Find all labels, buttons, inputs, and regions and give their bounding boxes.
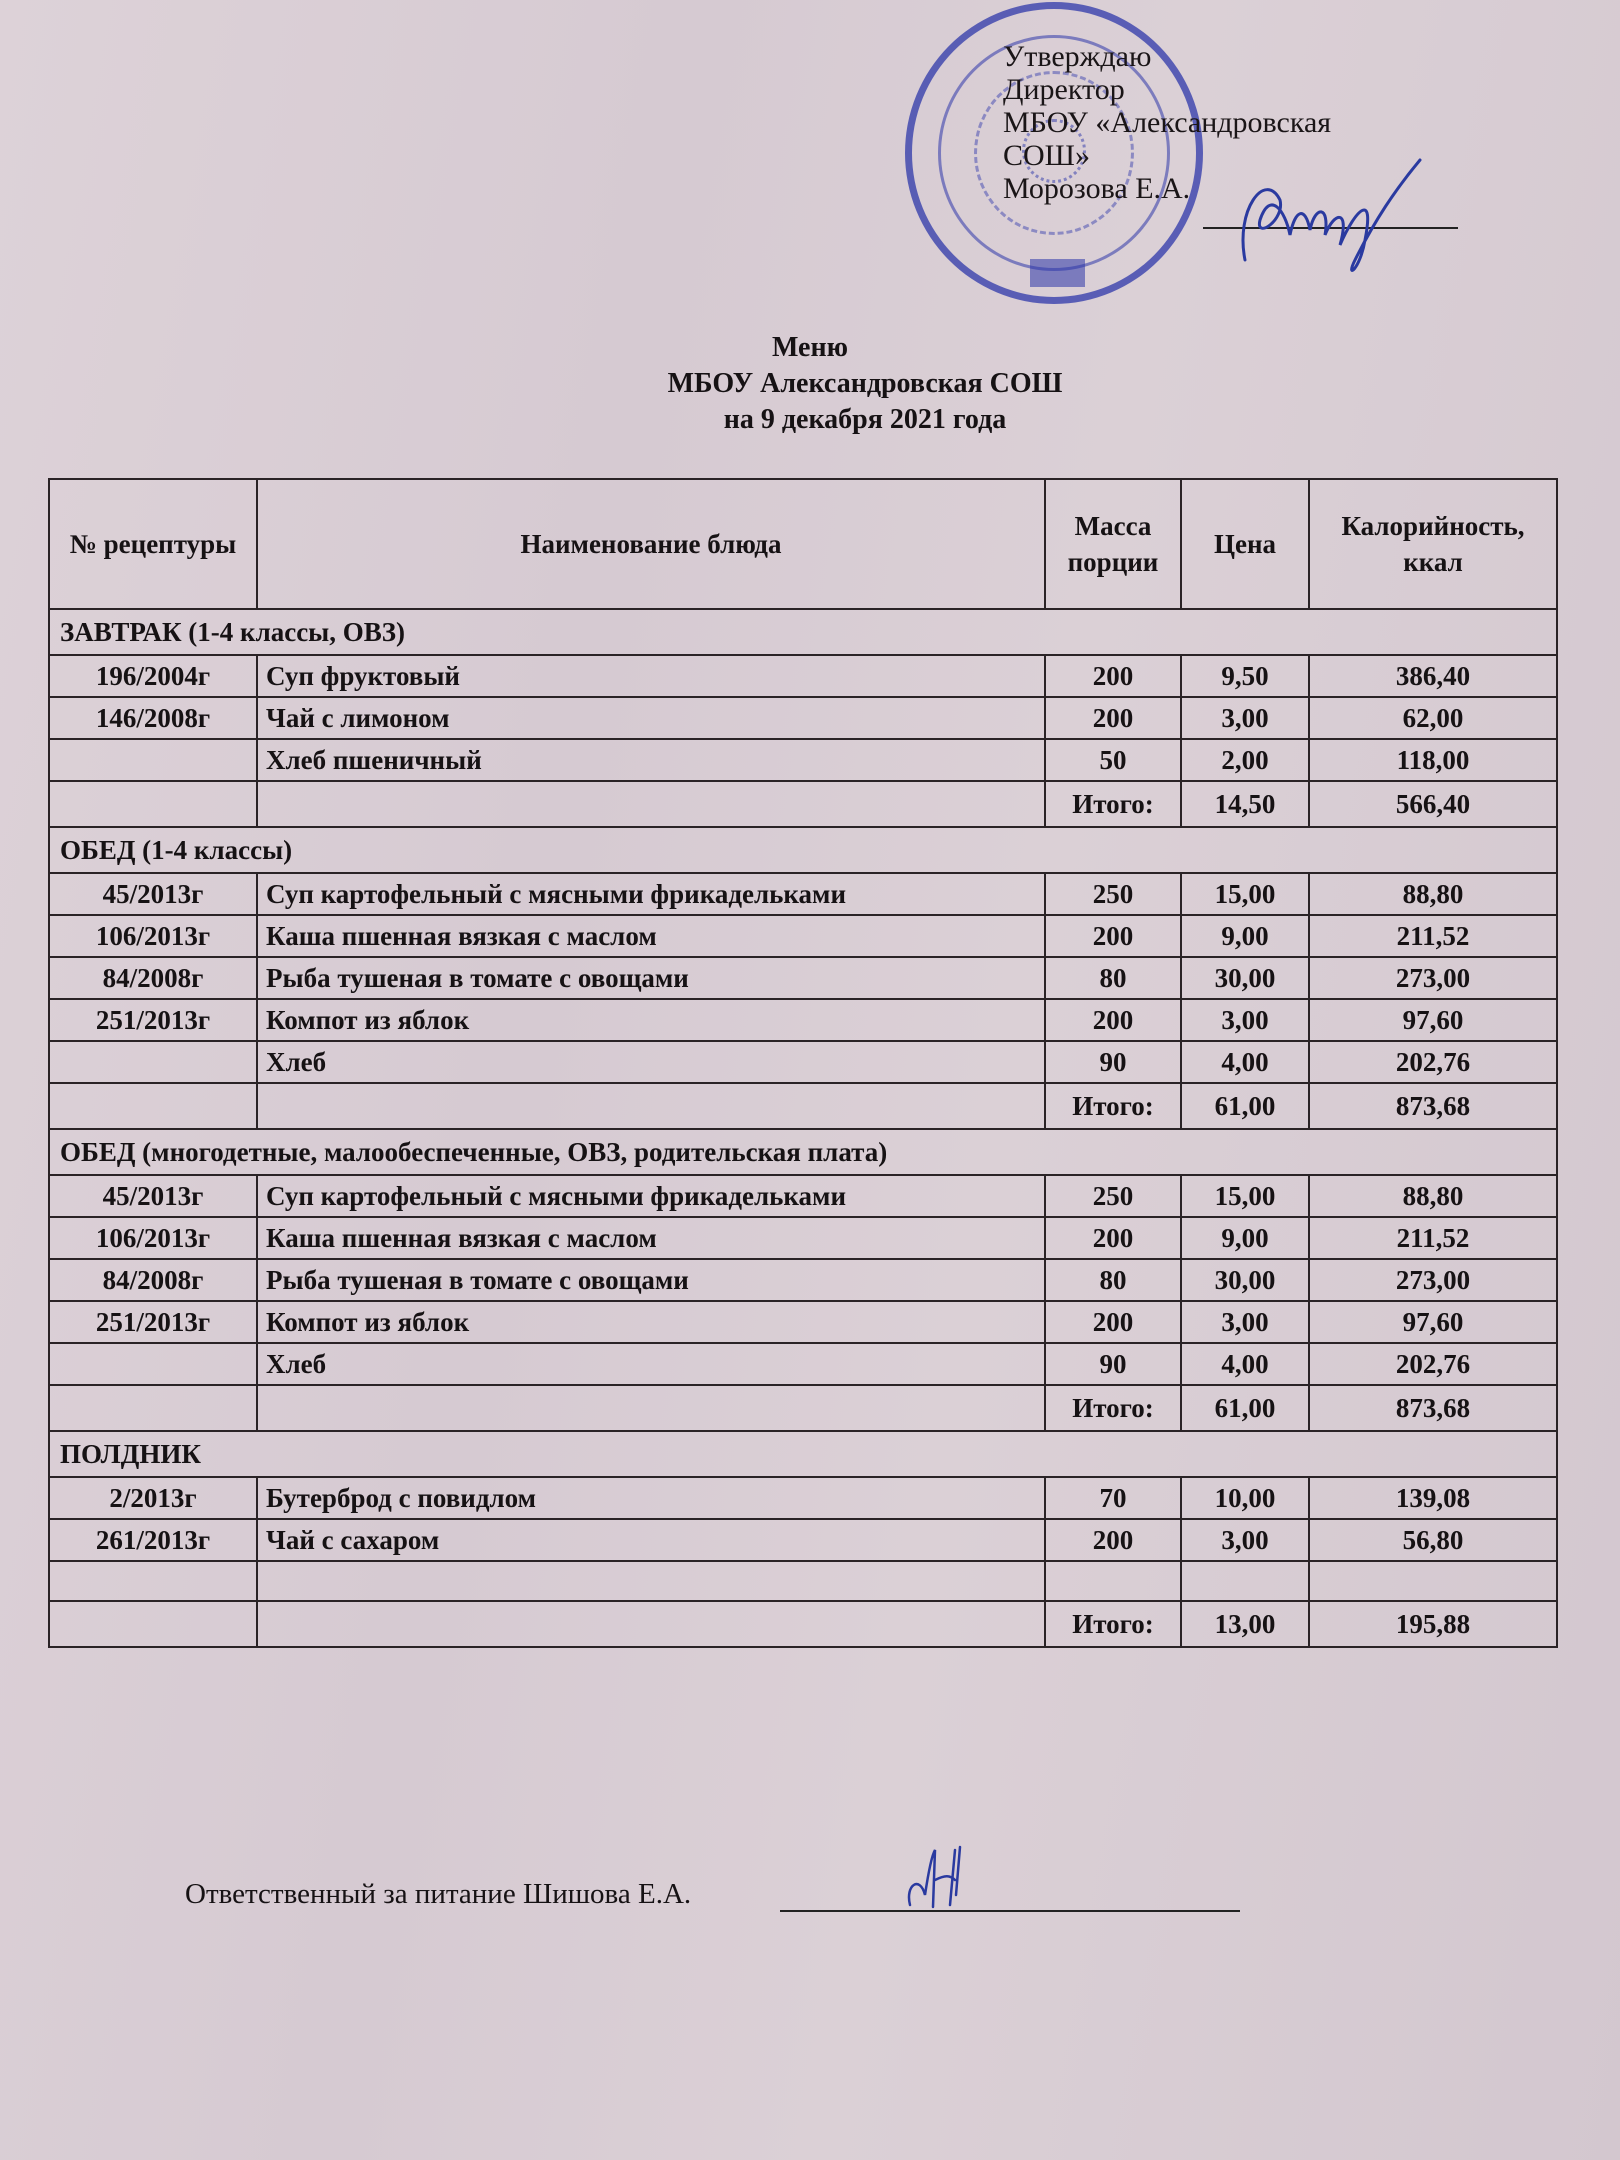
recipe-number: 106/2013г — [49, 915, 257, 957]
recipe-number: 45/2013г — [49, 1175, 257, 1217]
price: 30,00 — [1181, 957, 1309, 999]
table-row — [49, 655, 1557, 697]
empty-cell — [49, 1601, 257, 1647]
table-row — [49, 1217, 1557, 1259]
price: 9,00 — [1181, 1217, 1309, 1259]
total-label: Итого: — [1045, 1601, 1181, 1647]
responsible-signature-icon — [900, 1845, 980, 1915]
calories: 88,80 — [1309, 1175, 1557, 1217]
portion-mass: 250 — [1045, 873, 1181, 915]
total-calories: 873,68 — [1309, 1385, 1557, 1431]
recipe-number: 84/2008г — [49, 957, 257, 999]
portion-mass: 200 — [1045, 999, 1181, 1041]
empty-row — [49, 1561, 1557, 1601]
dish-name — [257, 1561, 1045, 1601]
dish-name: Компот из яблок — [257, 1301, 1045, 1343]
table-row — [49, 1259, 1557, 1301]
dish-name: Рыба тушеная в томате с овощами — [257, 1259, 1045, 1301]
portion-mass: 200 — [1045, 697, 1181, 739]
section-title: ЗАВТРАК (1-4 классы, ОВЗ) — [49, 609, 1557, 655]
calories: 56,80 — [1309, 1519, 1557, 1561]
table-row — [49, 999, 1557, 1041]
recipe-number: 84/2008г — [49, 1259, 257, 1301]
dish-name: Суп картофельный с мясными фрикадельками — [257, 1175, 1045, 1217]
stamp-block-icon — [1030, 259, 1085, 287]
price: 4,00 — [1181, 1343, 1309, 1385]
table-row — [49, 739, 1557, 781]
portion-mass: 90 — [1045, 1041, 1181, 1083]
portion-mass: 200 — [1045, 1519, 1181, 1561]
section-title: ОБЕД (1-4 классы) — [49, 827, 1557, 873]
empty-cell — [257, 1083, 1045, 1129]
table-row — [49, 957, 1557, 999]
recipe-number: 146/2008г — [49, 697, 257, 739]
portion-mass: 80 — [1045, 1259, 1181, 1301]
empty-cell — [49, 781, 257, 827]
responsible-person: Ответственный за питание Шишова Е.А. — [185, 1878, 692, 1910]
calories: 62,00 — [1309, 697, 1557, 739]
approval-heading: Утверждаю — [1003, 40, 1152, 73]
table-row — [49, 697, 1557, 739]
portion-mass: 80 — [1045, 957, 1181, 999]
dish-name: Хлеб — [257, 1343, 1045, 1385]
table-row — [49, 1301, 1557, 1343]
total-price: 61,00 — [1181, 1083, 1309, 1129]
calories: 88,80 — [1309, 873, 1557, 915]
header-recipe-number: № рецептуры — [49, 479, 257, 609]
table-row — [49, 873, 1557, 915]
calories: 97,60 — [1309, 1301, 1557, 1343]
calories: 211,52 — [1309, 915, 1557, 957]
portion-mass: 200 — [1045, 915, 1181, 957]
section-afternoon-snack — [49, 1431, 1557, 1477]
total-calories: 566,40 — [1309, 781, 1557, 827]
total-price: 14,50 — [1181, 781, 1309, 827]
calories: 118,00 — [1309, 739, 1557, 781]
table-row — [49, 1343, 1557, 1385]
calories: 273,00 — [1309, 1259, 1557, 1301]
total-row — [49, 1601, 1557, 1647]
dish-name: Каша пшенная вязкая с маслом — [257, 915, 1045, 957]
portion-mass: 200 — [1045, 1301, 1181, 1343]
approval-position: Директор — [1003, 73, 1125, 106]
recipe-number — [49, 1041, 257, 1083]
price: 3,00 — [1181, 1519, 1309, 1561]
header-portion-mass: Масса порции — [1045, 479, 1181, 609]
calories: 273,00 — [1309, 957, 1557, 999]
recipe-number: 251/2013г — [49, 999, 257, 1041]
recipe-number — [49, 1561, 257, 1601]
price: 10,00 — [1181, 1477, 1309, 1519]
price: 3,00 — [1181, 999, 1309, 1041]
portion-mass: 200 — [1045, 655, 1181, 697]
total-label: Итого: — [1045, 781, 1181, 827]
empty-cell — [257, 1601, 1045, 1647]
portion-mass — [1045, 1561, 1181, 1601]
calories: 211,52 — [1309, 1217, 1557, 1259]
header-calories: Калорийность, ккал — [1309, 479, 1557, 609]
recipe-number — [49, 739, 257, 781]
total-price: 61,00 — [1181, 1385, 1309, 1431]
approval-org-cont: СОШ» — [1003, 139, 1090, 172]
calories: 202,76 — [1309, 1041, 1557, 1083]
dish-name: Каша пшенная вязкая с маслом — [257, 1217, 1045, 1259]
table-row — [49, 1041, 1557, 1083]
recipe-number: 196/2004г — [49, 655, 257, 697]
price: 2,00 — [1181, 739, 1309, 781]
calories: 139,08 — [1309, 1477, 1557, 1519]
calories: 202,76 — [1309, 1343, 1557, 1385]
price: 3,00 — [1181, 697, 1309, 739]
portion-mass: 90 — [1045, 1343, 1181, 1385]
table-header-row — [49, 479, 1557, 609]
total-label: Итого: — [1045, 1385, 1181, 1431]
total-calories: 873,68 — [1309, 1083, 1557, 1129]
price: 15,00 — [1181, 1175, 1309, 1217]
price — [1181, 1561, 1309, 1601]
empty-cell — [257, 781, 1045, 827]
calories: 97,60 — [1309, 999, 1557, 1041]
title-menu: Меню — [771, 332, 848, 363]
total-row — [49, 1083, 1557, 1129]
portion-mass: 200 — [1045, 1217, 1181, 1259]
recipe-number: 261/2013г — [49, 1519, 257, 1561]
recipe-number — [49, 1343, 257, 1385]
price: 9,00 — [1181, 915, 1309, 957]
price: 30,00 — [1181, 1259, 1309, 1301]
recipe-number: 106/2013г — [49, 1217, 257, 1259]
header-price: Цена — [1181, 479, 1309, 609]
director-signature-icon — [1225, 150, 1435, 300]
responsible-signature-line — [780, 1910, 1240, 1912]
empty-cell — [257, 1385, 1045, 1431]
dish-name: Хлеб пшеничный — [257, 739, 1045, 781]
dish-name: Бутерброд с повидлом — [257, 1477, 1045, 1519]
approval-name: Морозова Е.А. — [1003, 172, 1191, 205]
section-lunch-grades-1-4 — [49, 827, 1557, 873]
dish-name: Компот из яблок — [257, 999, 1045, 1041]
recipe-number: 45/2013г — [49, 873, 257, 915]
title-date: на 9 декабря 2021 года — [723, 404, 1007, 435]
dish-name: Чай с лимоном — [257, 697, 1045, 739]
dish-name: Хлеб — [257, 1041, 1045, 1083]
section-lunch-benefits — [49, 1129, 1557, 1175]
empty-cell — [49, 1385, 257, 1431]
portion-mass: 50 — [1045, 739, 1181, 781]
section-breakfast — [49, 609, 1557, 655]
total-price: 13,00 — [1181, 1601, 1309, 1647]
total-calories: 195,88 — [1309, 1601, 1557, 1647]
price: 9,50 — [1181, 655, 1309, 697]
header-dish-name: Наименование блюда — [257, 479, 1045, 609]
table-row — [49, 1477, 1557, 1519]
approval-org: МБОУ «Александровская — [1003, 106, 1332, 139]
calories: 386,40 — [1309, 655, 1557, 697]
portion-mass: 70 — [1045, 1477, 1181, 1519]
calories — [1309, 1561, 1557, 1601]
dish-name: Чай с сахаром — [257, 1519, 1045, 1561]
recipe-number: 251/2013г — [49, 1301, 257, 1343]
total-label: Итого: — [1045, 1083, 1181, 1129]
price: 15,00 — [1181, 873, 1309, 915]
section-title: ОБЕД (многодетные, малообеспеченные, ОВЗ, родительская плата) — [49, 1129, 1557, 1175]
table-row — [49, 1519, 1557, 1561]
empty-cell — [49, 1083, 257, 1129]
price: 3,00 — [1181, 1301, 1309, 1343]
menu-table — [48, 478, 1558, 1648]
table-row — [49, 1175, 1557, 1217]
price: 4,00 — [1181, 1041, 1309, 1083]
recipe-number: 2/2013г — [49, 1477, 257, 1519]
total-row — [49, 1385, 1557, 1431]
title-school: МБОУ Александровская СОШ — [667, 368, 1063, 399]
table-row — [49, 915, 1557, 957]
document-title — [0, 330, 1620, 438]
dish-name: Суп фруктовый — [257, 655, 1045, 697]
section-title: ПОЛДНИК — [49, 1431, 1557, 1477]
total-row — [49, 781, 1557, 827]
dish-name: Суп картофельный с мясными фрикадельками — [257, 873, 1045, 915]
portion-mass: 250 — [1045, 1175, 1181, 1217]
dish-name: Рыба тушеная в томате с овощами — [257, 957, 1045, 999]
